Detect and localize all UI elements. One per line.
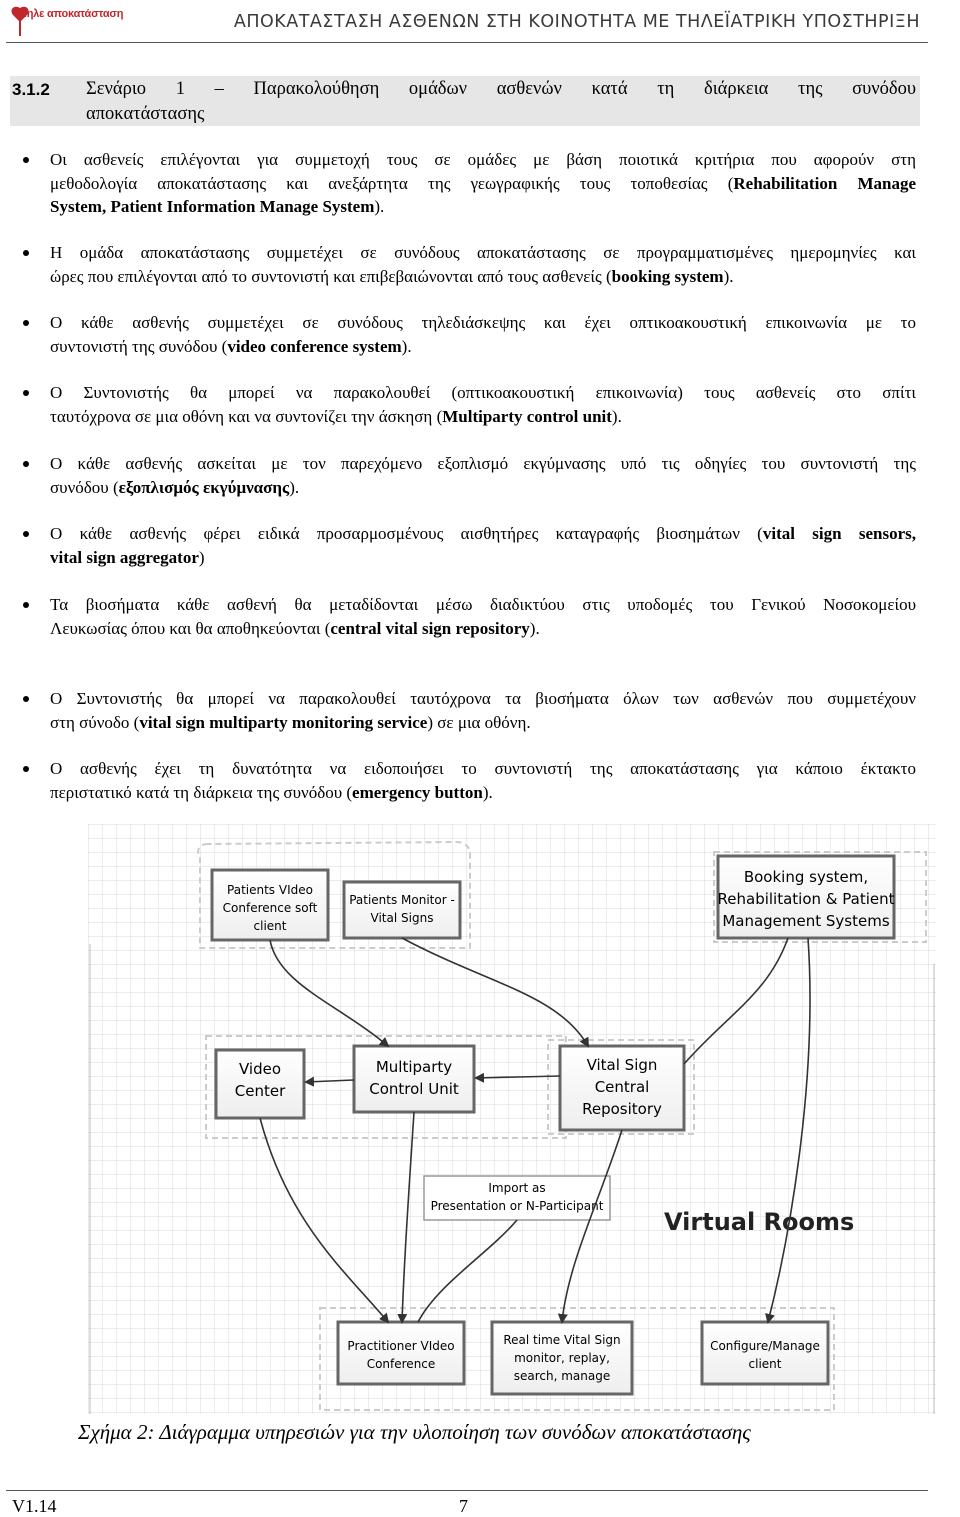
svg-text:search, manage: search, manage	[513, 1369, 611, 1383]
list-item: Ο κάθε ασθενής ασκείται με τον παρεχόμενο εξοπλισμό εκγύμνασης υπό τις οδηγίες του συντονιστή της συνόδου (εξοπλισμός εκγύμνασης).	[50, 452, 916, 499]
list-item: Ο Συντονιστής θα μπορεί να παρακολουθεί (οπτικοακουστική επικοινωνία) τους ασθενείς στο σπίτι ταυτόχρονα σε μια οθόνη και να συντονίζει την άσκηση (Multiparty control unit).	[50, 381, 916, 428]
svg-text:Booking system,: Booking system,	[743, 868, 869, 886]
svg-text:Repository: Repository	[582, 1100, 662, 1118]
list-item: Οι ασθενείς επιλέγονται για συμμετοχή τους σε ομάδες με βάση ποιοτικά κριτήρια που αφορούν στη μεθοδολογία αποκατάστασης και ανεξάρτητα της γεωγραφικής τους τοποθεσίας (Rehabilitation Manage System, Patient Information Manage System).	[50, 148, 916, 219]
svg-text:Presentation or N-Participant: Presentation or N-Participant	[430, 1199, 604, 1213]
list-item: Ο κάθε ασθενής συμμετέχει σε συνόδους τηλεδιάσκεψης και έχει οπτικοακουστική επικοινωνία με το συντονιστή της συνόδου (video conference system).	[50, 311, 916, 358]
svg-text:Multiparty: Multiparty	[375, 1058, 453, 1076]
list-item: Η ομάδα αποκατάστασης συμμετέχει σε συνόδους αποκατάστασης σε προγραμματισμένες ημερομηνίες και ώρες που επιλέγονται από το συντονιστή και επιβεβαιώνονται από τους ασθενείς (booking system).	[50, 241, 916, 288]
svg-text:Vital Signs: Vital Signs	[370, 911, 434, 925]
configure-manage-box	[702, 1322, 828, 1384]
practitioner-video-box	[338, 1322, 464, 1384]
virtual-rooms-label: Virtual Rooms	[664, 1208, 855, 1236]
figure-caption: Σχήμα 2: Διάγραμμα υπηρεσιών για την υλοποίηση των συνόδων αποκατάστασης	[78, 1420, 751, 1444]
section-title-line1: Σενάριο 1 – Παρακολούθηση ομάδων ασθενών κατά τη διάρκεια της συνόδου	[86, 79, 916, 99]
section-title-line2: αποκατάστασης	[86, 104, 205, 124]
svg-text:Conference: Conference	[366, 1357, 436, 1371]
section-number: 3.1.2	[12, 80, 50, 99]
svg-text:Rehabilitation & Patient: Rehabilitation & Patient	[717, 890, 895, 908]
multiparty-control-unit-box	[354, 1046, 474, 1112]
svg-text:Center: Center	[234, 1082, 286, 1100]
page-number: 7	[459, 1496, 468, 1516]
booking-system-box	[714, 852, 926, 942]
svg-text:monitor, replay,: monitor, replay,	[514, 1351, 610, 1365]
footer-version: V1.14	[12, 1496, 57, 1516]
section-heading	[10, 76, 920, 126]
svg-text:Management Systems: Management Systems	[722, 912, 890, 930]
svg-text:Import as: Import as	[488, 1181, 546, 1195]
svg-text:Patients Monitor -: Patients Monitor -	[349, 893, 455, 907]
video-center-box	[216, 1050, 304, 1118]
svg-text:Real time Vital Sign: Real time Vital Sign	[503, 1333, 621, 1347]
import-label-box	[424, 1176, 610, 1220]
list-item: Ο ασθενής έχει τη δυνατότητα να ειδοποιήσει το συντονιστή της αποκατάστασης για κάποιο έκτακτο περιστατικό κατά τη διάρκεια της συνόδου (emergency button).	[50, 757, 916, 804]
svg-text:Central: Central	[594, 1078, 650, 1096]
patients-monitor-box	[344, 882, 460, 938]
svg-text:Patients VIdeo: Patients VIdeo	[227, 883, 313, 897]
svg-text:Control Unit: Control Unit	[369, 1080, 459, 1098]
logo-text: τηλε αποκατάσταση	[22, 8, 124, 20]
list-item: Ο Συντονιστής θα μπορεί να παρακολουθεί ταυτόχρονα τα βιοσήματα όλων των ασθενών που συμμετέχουν στη σύνοδο (vital sign multiparty monitoring service) σε μια οθόνη.	[50, 687, 916, 734]
svg-text:Vital Sign: Vital Sign	[586, 1056, 658, 1074]
realtime-vital-sign-box	[492, 1322, 632, 1394]
svg-text:client: client	[253, 919, 287, 933]
svg-text:client: client	[748, 1357, 782, 1371]
vital-sign-repository-box	[548, 1040, 694, 1134]
page-header	[0, 0, 960, 44]
svg-text:Configure/Manage: Configure/Manage	[710, 1339, 820, 1353]
services-diagram	[88, 824, 936, 1414]
list-item: Ο κάθε ασθενής φέρει ειδικά προσαρμοσμένους αισθητήρες καταγραφής βιοσημάτων (vital sign sensors, vital sign aggregator)	[50, 522, 916, 569]
header-divider	[6, 42, 928, 43]
header-title: ΑΠΟΚΑΤΑΣΤΑΣΗ ΑΣΘΕΝΩΝ ΣΤΗ ΚΟΙΝΟΤΗΤΑ ΜΕ ΤΗΛΕΪΑΤΡΙΚΗ ΥΠΟΣΤΗΡΙΞΗ	[233, 12, 920, 32]
list-item: Τα βιοσήματα κάθε ασθενή θα μεταδίδονται μέσω διαδικτύου στις υποδομές του Γενικού Νοσοκομείου Λευκωσίας όπου και θα αποθηκεύονται (central vital sign repository).	[50, 593, 916, 640]
svg-text:Conference soft: Conference soft	[222, 901, 318, 915]
footer-divider	[6, 1490, 928, 1491]
patients-video-box	[212, 870, 328, 940]
svg-text:Practitioner VIdeo: Practitioner VIdeo	[347, 1339, 455, 1353]
svg-text:Video: Video	[238, 1060, 282, 1078]
